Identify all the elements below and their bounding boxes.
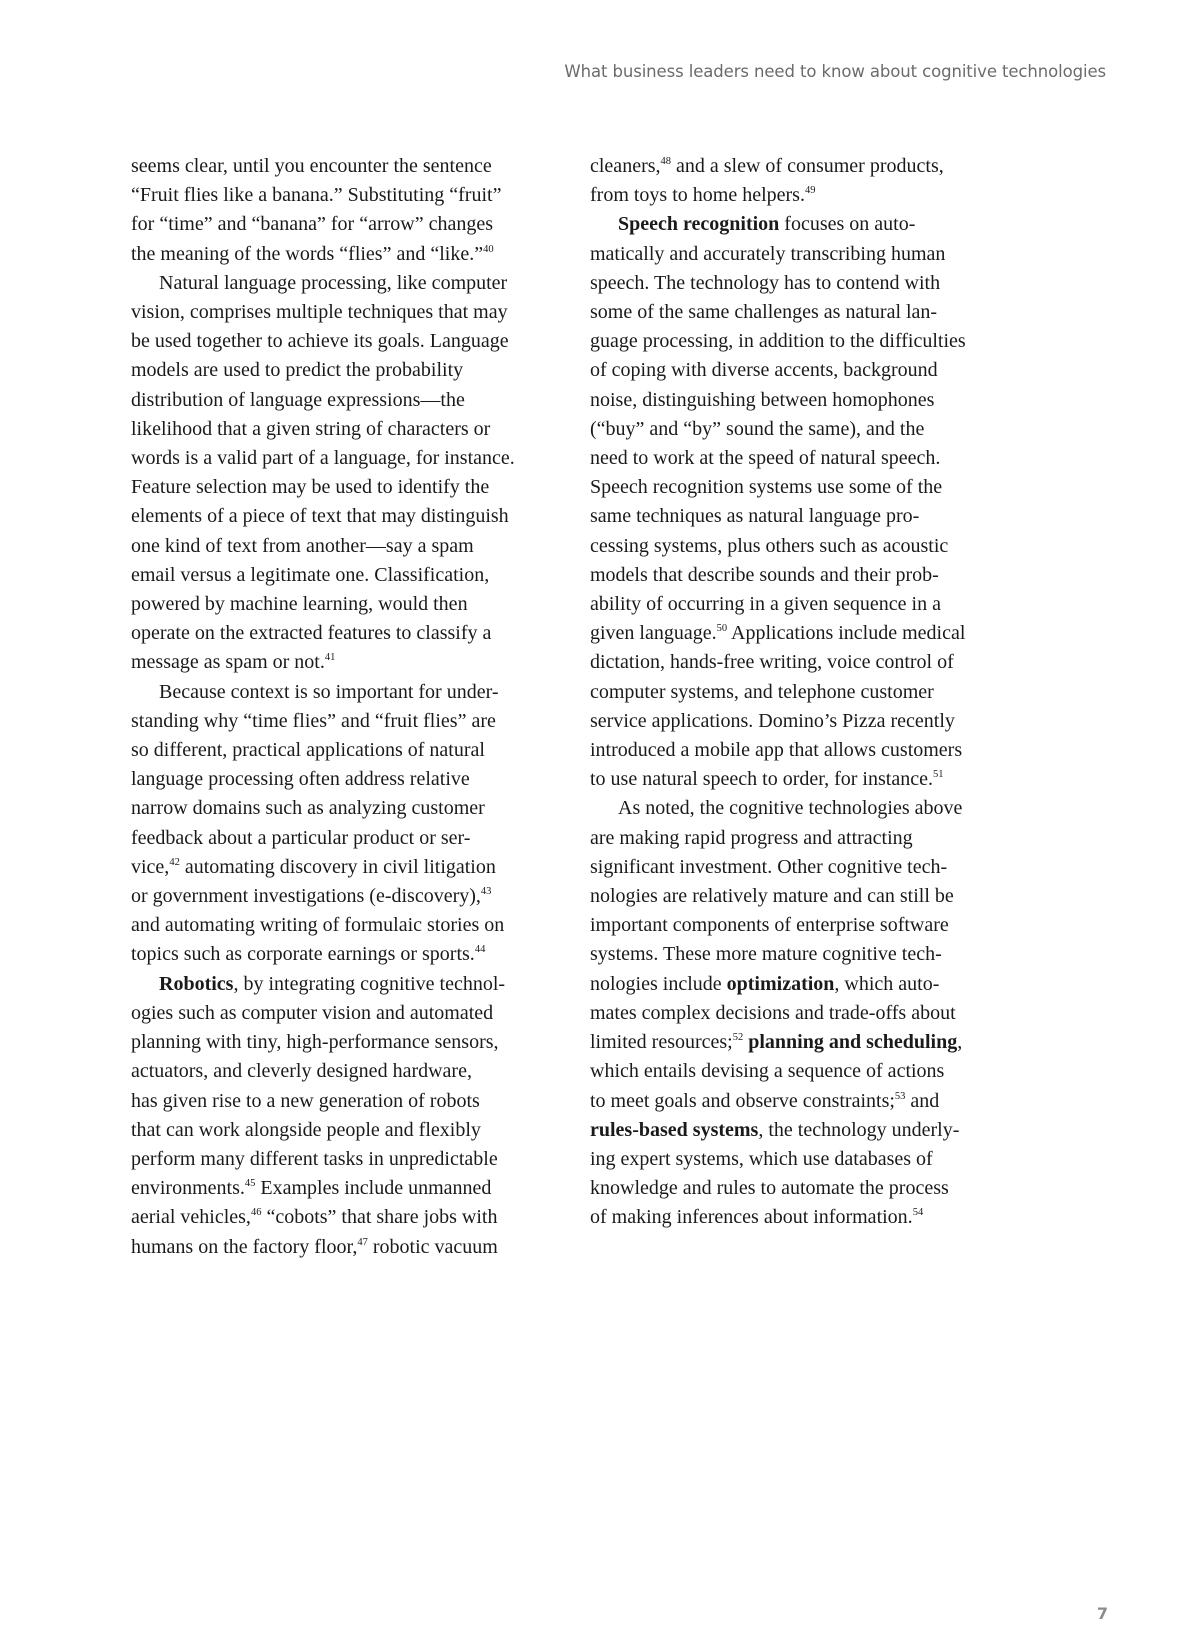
- footnote-ref[interactable]: 46: [250, 1207, 262, 1219]
- bold-term: optimization: [726, 972, 835, 995]
- footnote-ref[interactable]: 43: [480, 886, 492, 898]
- paragraph: [590, 210, 1005, 794]
- footnote-ref[interactable]: 48: [660, 156, 672, 167]
- page-number: 7: [1096, 1604, 1108, 1623]
- footnote-ref[interactable]: 50: [716, 623, 728, 635]
- paragraph: [131, 152, 546, 269]
- bold-term: rules-based systems: [590, 1118, 759, 1141]
- paragraph: [131, 970, 546, 1262]
- text-run: , the technology underly- ing expert systems, which use databases of knowledge and rules to automate the process of making inferences about information.: [590, 1118, 960, 1229]
- paragraph: [590, 794, 1005, 1232]
- text-run: Natural language processing, like computer vision, comprises multiple techniques that may be used together to achieve its goals. Language models are used to predict the probability distribution of language expressions—the likelihood that a given string of characters or words is a valid part of a language, for instance. Feature selection may be used to identify the elements of a piece of text that may distinguish one kind of text from another—say a spam email versus a legitimate one. Classification, powered by machine learning, would then operate on the extracted features to classify a message as spam or not.: [131, 271, 515, 674]
- paragraph: [590, 152, 1005, 210]
- text-run: “cobots” that share jobs with humans on the factory floor,: [131, 1206, 498, 1258]
- text-run: automating discovery in civil litigation or government investigations (e-discovery),: [131, 855, 496, 908]
- right-column: [590, 152, 1005, 1233]
- text-run: seems clear, until you encounter the sentence “Fruit flies like a banana.” Substituting “fruit” for “time” and “banana” for “arrow” changes the meaning of the words “flies” and “like.”: [131, 155, 502, 265]
- text-run: focuses on auto- matically and accurately transcribing human speech. The technology has to contend with some of the same challenges as natural lan- guage processing, in addition to the difficulties of coping with diverse accents, background noise, distinguishing between homophones (“buy” and “by” sound the same), and the need to work at the speed of natural speech. Speech recognition systems use some of the same techniques as natural language pro- cessing systems, plus others such as acoustic models that describe sounds and their prob- ability of occurring in a given sequence in a given language.: [590, 213, 966, 645]
- text-run: Applications include medical dictation, hands-free writing, voice control of computer systems, and telephone customer service applications. Domino’s Pizza recently introduced a mobile app that allows customers to use natural speech to order, for instance.: [590, 622, 966, 791]
- text-run: , which auto- mates complex decisions and trade-offs about limited resources;: [590, 972, 956, 1054]
- footnote-ref[interactable]: 44: [474, 944, 486, 956]
- footnote-ref[interactable]: 42: [169, 856, 180, 868]
- text-run: , which entails devising a sequence of actions to meet goals and observe constraints;: [590, 1031, 963, 1112]
- text-run: As noted, the cognitive technologies above are making rapid progress and attracting significant investment. Other cognitive tech- nologies are relatively mature and can still be important components of enterprise software systems. These more mature cognitive tech- nologies include: [590, 797, 963, 995]
- text-run: and a slew of consumer products, from toys to home helpers.: [590, 155, 944, 207]
- bold-term: Robotics: [159, 972, 234, 995]
- text-run: and: [910, 1089, 940, 1112]
- text-run: Because context is so important for under- standing why “time flies” and “fruit flies” are so different, practical applications of natural language processing often address relative narrow domains such as analyzing customer feedback about a particular product or ser- vice,: [131, 680, 499, 878]
- text-run: robotic vacuum: [367, 1235, 498, 1258]
- footnote-ref[interactable]: 40: [483, 243, 494, 255]
- footnote-ref[interactable]: 52: [732, 1032, 744, 1044]
- footnote-ref[interactable]: 47: [357, 1236, 368, 1248]
- footnote-ref[interactable]: 49: [804, 185, 816, 197]
- footnote-ref[interactable]: 53: [894, 1090, 906, 1102]
- text-run: , by integrating cognitive technol- ogies such as computer vision and automated planning with tiny, high-performance sensors, actuators, and cleverly designed hardware, has given rise to a new generation of robots that can work alongside people and flexibly perform many different tasks in unpredictable environments.: [131, 972, 506, 1200]
- text-run: cleaners,: [590, 155, 661, 177]
- footnote-ref[interactable]: 41: [324, 652, 336, 664]
- paragraph: [131, 269, 546, 678]
- text-run: Examples include unmanned aerial vehicles,: [131, 1177, 492, 1229]
- bold-term: Speech recognition: [618, 213, 780, 236]
- running-header: What business leaders need to know about cognitive technologies: [564, 62, 1106, 81]
- left-column: [131, 152, 546, 1262]
- text-run: and automating writing of formulaic stories on topics such as corporate earnings or sports.: [131, 914, 505, 966]
- footnote-ref[interactable]: 54: [912, 1207, 924, 1219]
- bold-term: planning and scheduling: [748, 1031, 958, 1054]
- footnote-ref[interactable]: 45: [244, 1178, 256, 1190]
- footnote-ref[interactable]: 51: [932, 769, 944, 781]
- paragraph: [131, 678, 546, 970]
